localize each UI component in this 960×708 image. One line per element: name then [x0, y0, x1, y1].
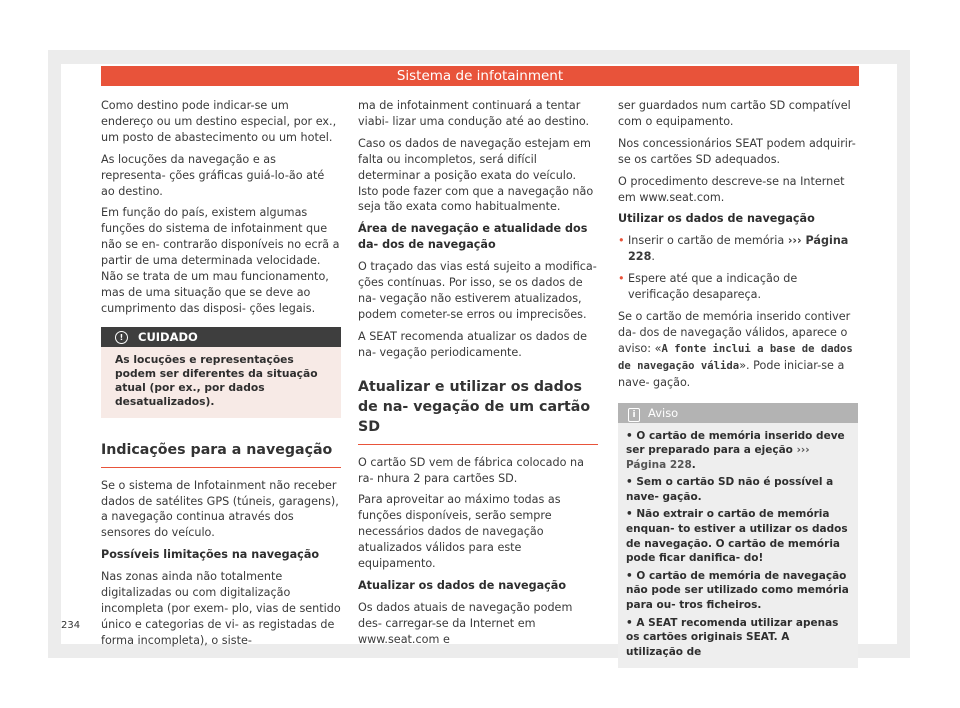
section-title: Atualizar e utilizar os dados de na- vegação de um cartão SD: [358, 377, 598, 445]
paragraph: O cartão SD vem de fábrica colocado na ra- nhura 2 para cartões SD.: [358, 455, 584, 485]
paragraph: Nas zonas ainda não totalmente digitalizadas ou com digitalização incompleta (por exem- plo, vias de sentido único e categorias de vi- as registadas de forma incompleta), o siste-: [101, 570, 341, 647]
subheading: Atualizar os dados de navegação: [358, 578, 567, 592]
paragraph: Nos concessionários SEAT podem adquirir-se os cartões SD adequados.: [618, 136, 856, 166]
notice-item-text: O cartão de memória de navegação não pode ser utilizado como memória para ou- tros ficheiros.: [626, 569, 849, 612]
notice-body: [618, 423, 858, 669]
paragraph: ser guardados num cartão SD compatível com o equipamento.: [618, 99, 851, 128]
notice-item: • Sem o cartão SD não é possível a nave- gação.: [626, 476, 834, 503]
notice-item: • O cartão de memória de navegação não pode ser utilizado como memória para ou- tros ficheiros.: [626, 569, 849, 612]
paragraph-text: ». Pode iniciar-se a nave- gação.: [618, 358, 845, 389]
list-item: • Espere até que a indicação de verificação desapareça.: [618, 271, 858, 303]
page-reference-link[interactable]: ››› Página 228: [626, 444, 810, 471]
paragraph: Caso os dados de navegação estejam em falta ou incompletos, será difícil determinar a posição exata do veículo. Isto pode fazer com que a navegação não seja tão exata como habitualmente.: [358, 136, 594, 214]
notice-item-text: O cartão de memória inserido deve ser preparado para a ejeção: [626, 429, 845, 457]
paragraph: Em função do país, existem algumas funções do sistema de infotainment que não se en- contrarão disponíveis no ecrã a partir de uma determinada velocidade. Não se trata de um mau funcionamento, mas de uma situação que se deve ao cumprimento das disposi- ções legais.: [101, 206, 340, 315]
notice-item: • O cartão de memória inserido deve ser preparado para a ejeção ››› Página 228.: [626, 429, 845, 471]
page-number: 234: [61, 620, 81, 631]
paragraph: Os dados atuais de navegação podem des- carregar-se da Internet em www.seat.com e: [358, 600, 573, 646]
system-message: A fonte inclui a base de dados de navegação válida: [618, 342, 853, 372]
notice-header: [618, 403, 858, 423]
list-item-end: .: [651, 250, 655, 264]
notice-item-end: .: [691, 458, 696, 471]
notice-item: • Não extrair o cartão de memória enquan- to estiver a utilizar os dados de navegação. O cartão de memória pode ficar danifica- do!: [626, 508, 848, 565]
caution-box: [101, 327, 341, 418]
paragraph: Se o sistema de Infotainment não receber dados de satélites GPS (túneis, garagens), a navegação continua através dos sensores do veículo.: [101, 478, 339, 540]
list-item-text: Inserir o cartão de memória: [628, 234, 788, 248]
paragraph: As locuções da navegação e as representa- ções gráficas guiá-lo-ão até ao destino.: [101, 152, 325, 198]
paragraph: A SEAT recomenda atualizar os dados de na- vegação periodicamente.: [358, 329, 587, 359]
column-2: [358, 98, 598, 654]
notice-item-text: A SEAT recomenda utilizar apenas os cartões originais SEAT. A utilização de: [626, 616, 839, 658]
paragraph: ma de infotainment continuará a tentar viabi- lizar uma condução até ao destino.: [358, 99, 590, 128]
subheading: Possíveis limitações na navegação: [101, 548, 320, 562]
subheading: Utilizar os dados de navegação: [618, 212, 815, 226]
notice-title: Aviso: [648, 405, 679, 420]
paragraph: [618, 309, 858, 391]
notice-item-text: Não extrair o cartão de memória enquan- to estiver a utilizar os dados de navegação. O cartão de memória pode ficar danifica- do!: [626, 508, 848, 565]
caution-title: CUIDADO: [138, 329, 198, 344]
paragraph: Para aproveitar ao máximo todas as funções disponíveis, serão sempre necessários dados de navegação atualizados válidos para este equipamento.: [358, 493, 561, 571]
info-icon: i: [628, 408, 640, 422]
notice-box: [618, 403, 858, 669]
section-title: Indicações para a navegação: [101, 440, 341, 468]
list-item: [618, 233, 858, 265]
page-header: [101, 66, 859, 86]
paragraph: O procedimento descreve-se na Internet em www.seat.com.: [618, 174, 845, 204]
notice-item: • A SEAT recomenda utilizar apenas os cartões originais SEAT. A utilização de: [626, 616, 839, 658]
caution-text: As locuções e representações podem ser diferentes da situação atual (por ex., por dados desatualizados).: [115, 352, 318, 409]
paragraph-text: Se o cartão de memória inserido contiver da- dos de navegação válidos, aparece o aviso: «: [618, 309, 851, 355]
caution-header: [101, 327, 341, 347]
column-3: [618, 98, 858, 668]
warning-icon: !: [115, 331, 128, 344]
paragraph: Como destino pode indicar-se um endereço ou um destino especial, por ex., um posto de abastecimento ou um hotel.: [101, 99, 337, 144]
notice-item-text: Sem o cartão SD não é possível a nave- gação.: [626, 476, 834, 503]
header-title: Sistema de infotainment: [396, 68, 564, 84]
subheading: Área de navegação e atualidade dos da- dos de navegação: [358, 222, 588, 252]
paragraph: O traçado das vias está sujeito a modifica- ções contínuas. Por isso, se os dados de na- vegação não estiverem atualizados, podem cometer-se erros ou imprecisões.: [358, 260, 597, 321]
page-reference-link[interactable]: ››› Página 228: [628, 234, 849, 264]
column-1: [101, 98, 341, 655]
